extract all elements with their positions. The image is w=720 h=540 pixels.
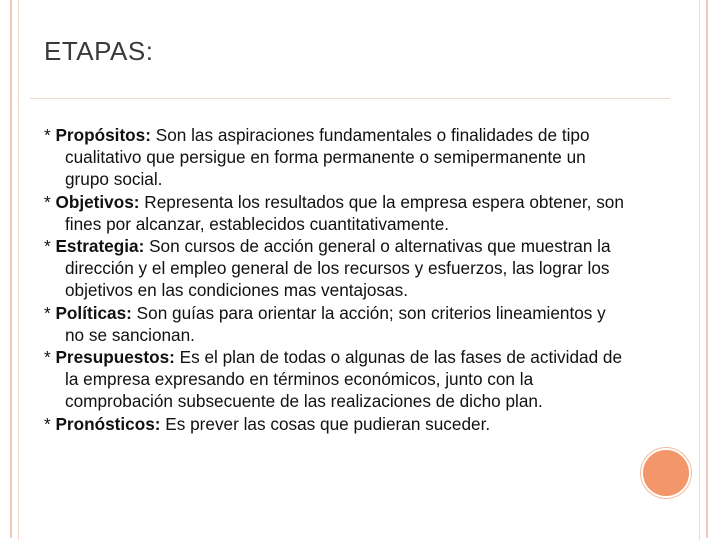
list-item-pronosticos — [44, 413, 624, 435]
term-description: Es prever las cosas que pudieran suceder. — [160, 413, 491, 434]
term-description: Son cursos de acción general o alternativas que muestran la dirección y el empleo general de los recursos y esfuerzos, las lograr los objetivos en las condiciones mas ventajosas. — [65, 236, 611, 301]
decorative-circle-icon — [641, 448, 691, 498]
title-divider — [30, 98, 670, 99]
term-label: Pronósticos: — [55, 413, 161, 434]
term-description: Representa los resultados que la empresa espera obtener, son fines por alcanzar, establecidos cuantitativamente. — [65, 191, 624, 234]
term-description: Es el plan de todas o algunas de las fases de actividad de la empresa expresando en términos económicos, junto con la comprobación subsecuente de las realizaciones de dicho plan. — [65, 347, 623, 412]
bullet-marker: * — [44, 347, 56, 368]
term-label: Propósitos: — [55, 125, 151, 145]
term-label: Presupuestos: — [55, 347, 175, 368]
list-item-estrategia — [44, 235, 624, 302]
bullet-marker: * — [44, 191, 56, 212]
bullet-marker: * — [44, 302, 56, 323]
list-item-presupuestos — [44, 346, 624, 413]
term-description: Son las aspiraciones fundamentales o finalidades de tipo cualitativo que persigue en forma permanente o semipermanente un grupo social. — [65, 125, 590, 190]
bullet-marker: * — [44, 236, 56, 257]
term-label: Estrategia: — [55, 236, 145, 257]
slide-body — [44, 124, 624, 435]
list-item-propositos — [44, 124, 624, 191]
bullet-marker: * — [44, 125, 56, 145]
list-item-politicas — [44, 302, 624, 346]
term-label: Objetivos: — [55, 191, 140, 212]
term-description: Son guías para orientar la acción; son criterios lineamientos y no se sancionan. — [65, 302, 606, 345]
term-label: Políticas: — [55, 302, 132, 323]
slide-title: ETAPAS: — [44, 36, 154, 66]
list-item-objetivos — [44, 191, 624, 235]
bullet-marker: * — [44, 413, 56, 434]
